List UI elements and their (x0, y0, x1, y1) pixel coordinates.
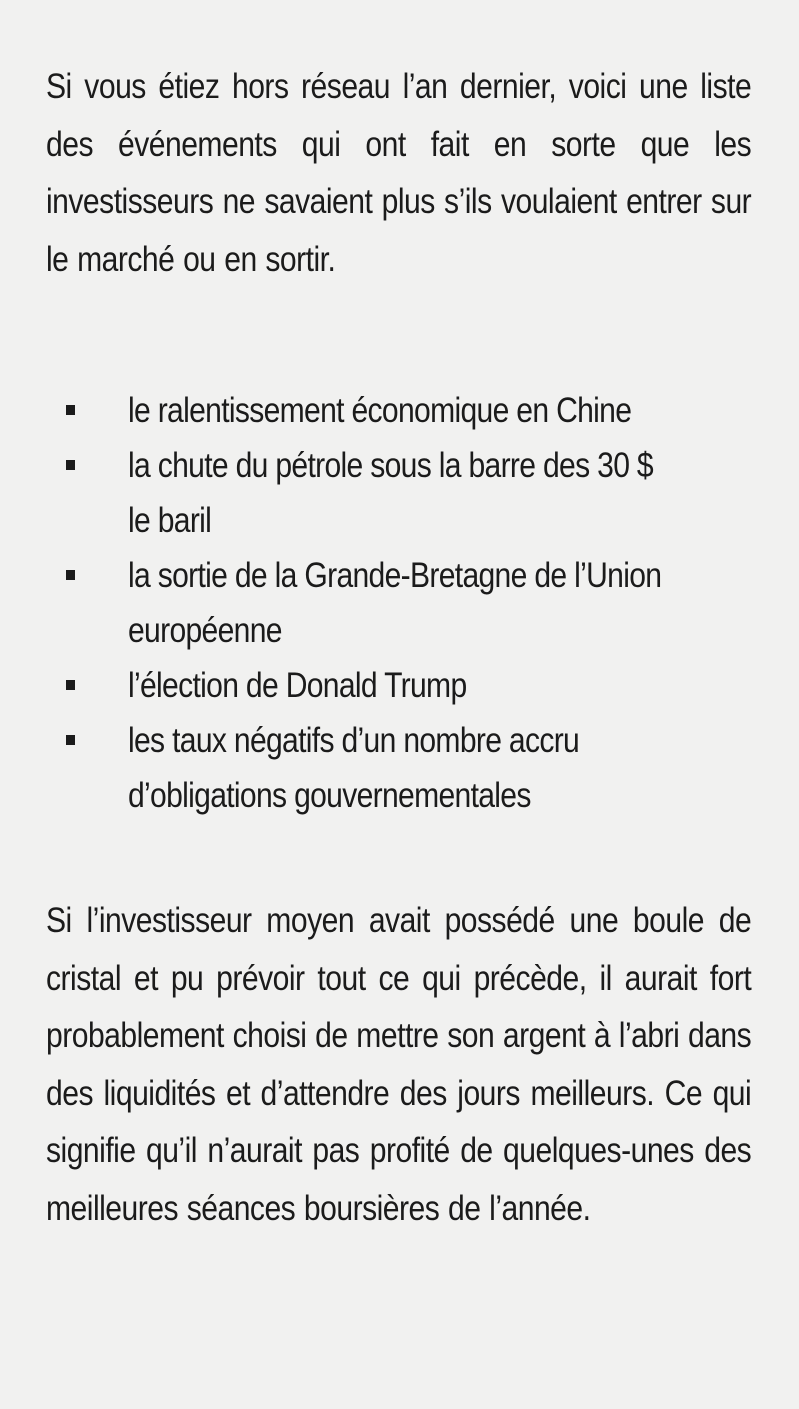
square-bullet-icon (66, 680, 75, 690)
list-item (66, 383, 766, 438)
events-list (66, 383, 766, 823)
list-item-text: le ralentissement économique en Chine (128, 391, 632, 430)
list-item (66, 713, 766, 823)
intro-paragraph: Si vous étiez hors réseau l’an dernier, voici une liste des événements qui ont fait en sorte que les investisseurs ne savaient plus s’ils voulaient entrer sur le marché ou en sortir. (46, 67, 752, 279)
list-item-text: les taux négatifs d’un nombre accru d’obligations gouvernementales (128, 721, 580, 815)
square-bullet-icon (66, 460, 75, 470)
list-item-text: la sortie de la Grande-Bretagne de l’Union européenne (128, 556, 662, 650)
square-bullet-icon (66, 405, 75, 415)
list-item-text: l’élection de Donald Trump (128, 666, 467, 705)
square-bullet-icon (66, 570, 75, 580)
list-item (66, 548, 766, 658)
list-item (66, 658, 766, 713)
list-item-text: la chute du pétrole sous la barre des 30 $ le baril (128, 446, 653, 540)
closing-paragraph: Si l’investisseur moyen avait possédé une boule de cristal et pu prévoir tout ce qui précède, il aurait fort probablement choisi de mettre son argent à l’abri dans des liquidités et d’attendre des jours meilleurs. Ce qui signifie qu’il n’aurait pas profité de quelques-unes des meilleures séances boursières de l’année. (46, 901, 752, 1228)
list-item (66, 438, 766, 548)
square-bullet-icon (66, 735, 75, 745)
